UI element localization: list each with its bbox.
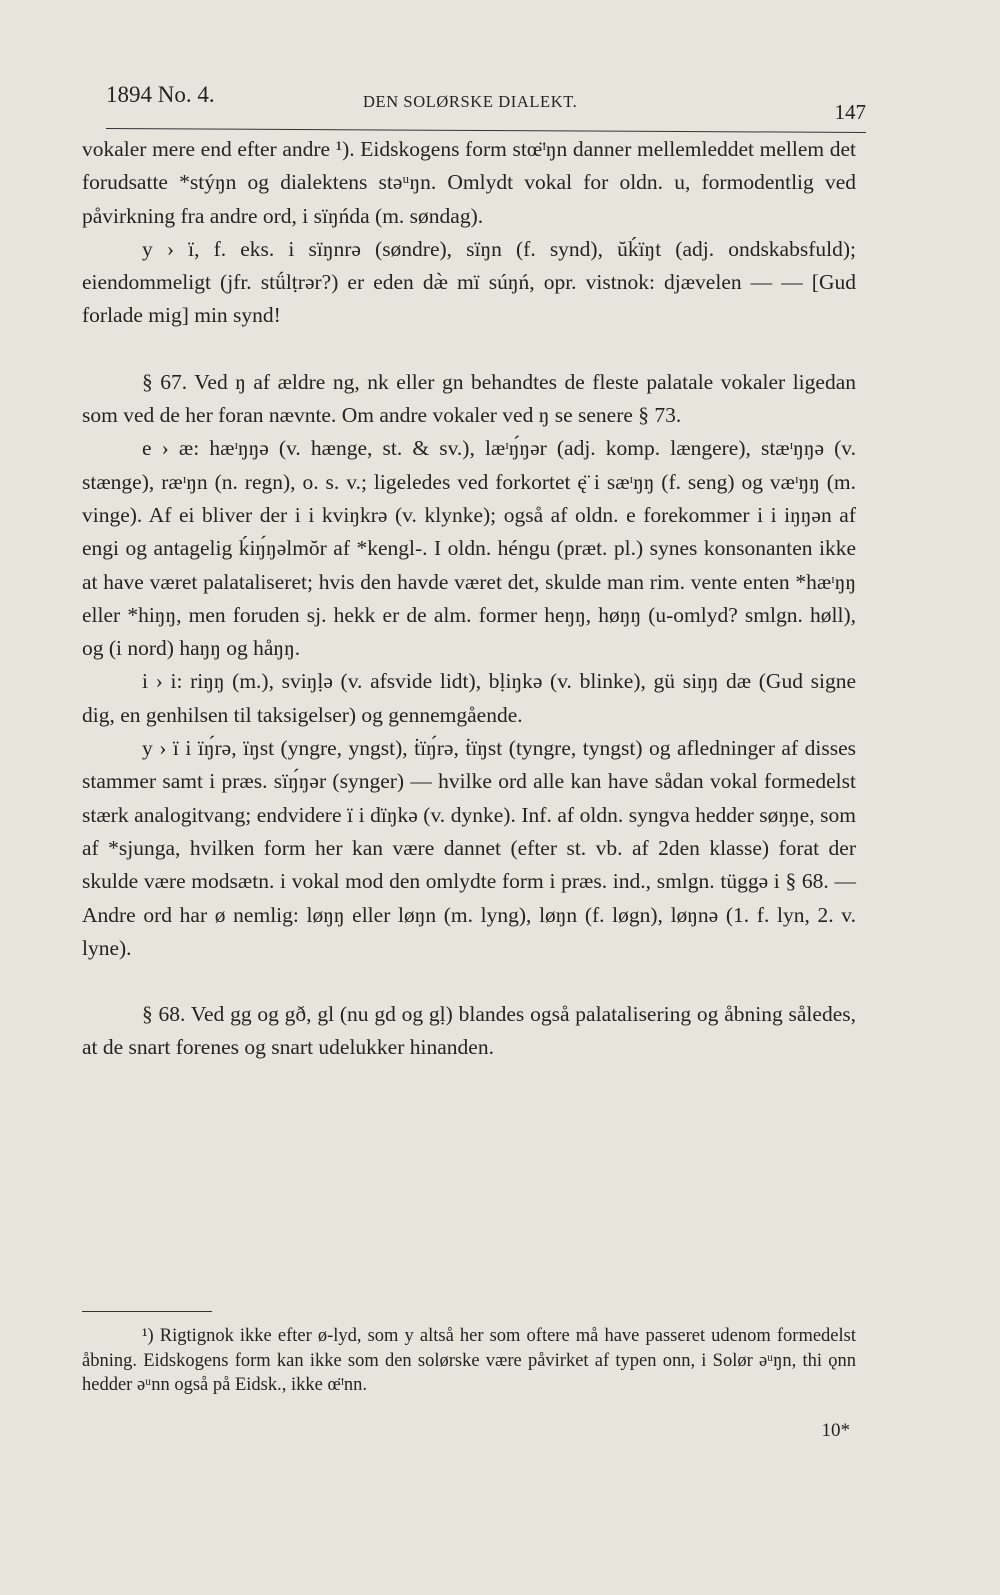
journal-volume: 1894 No. 4. [106, 82, 215, 107]
paragraph: vokaler mere end efter andre ¹). Eidskogens form stœ̈ᶦŋn danner mellemleddet mellem det forudsatte *stýŋn og dialektens stəᵘŋn. Omlydt vokal for oldn. u, formodentlig ved påvirkning fra andre ord, i sïŋńda (m. søndag). [82, 137, 856, 228]
footnote-rule [82, 1311, 212, 1312]
paragraph: i › i: riŋŋ (m.), sviŋḷə (v. afsvide lidt), bḷiŋkə (v. blinke), gü siŋŋ dæ (Gud signe dig, en genhilsen til taksigelser) og gennemgående. [82, 669, 856, 727]
paragraph: y › ï i ïŋ́rə, ïŋst (yngre, yngst), ṫïŋ́rə, ṫïŋst (tyngre, tyngst) og afledninger af disses stammer samt i præs. sïŋ́ŋər (synger) — hvilke ord alle kan have sådan vokal formedelst stærk analogitvang; endvidere ï i dïŋkə (v. dynke). Inf. af oldn. syngva hedder søŋŋe, som af *sjunga, hvilken form her kan være dannet (efter st. vb. af 2den klasse) forat der skulde være modsætn. i vokal mod den omlydte form i præs. ind., smlgn. tüggə i § 68. — Andre ord har ø nemlig: løŋŋ eller løŋn (m. lyng), løŋn (f. løgn), løŋnə (1. f. lyn, 2. v. lyne). [82, 736, 856, 960]
footnotes [82, 1324, 856, 1398]
paragraph: y › ï, f. eks. i sïŋnrə (søndre), sïŋn (f. synd), ŭḱïŋt (adj. ondskabsfuld); eiendommeligt (jfr. stǘlṭrər?) er eden dæ̀ mï súŋń, opr. vistnok: djævelen — — [Gud forlade mig] min synd! [82, 236, 856, 328]
paragraph: e › æ: hæᶦŋŋə (v. hænge, st. & sv.), læᶦŋ́ŋər (adj. komp. længere), stæᶦŋŋə (v. stænge), ræᶦŋn (n. regn), o. s. v.; ligeledes ved forkortet ę̈ i sæᶦŋŋ (f. seng) og væᶦŋŋ (m. vinge). Af ei bliver der i i kviŋkrə (v. klynke); også af oldn. e forekommer i i iŋŋən af engi og antagelig ḱiŋ́ŋəlmŏr af *kengl-. I oldn. héngu (præt. pl.) synes konsonanten ikke at have været palataliseret; hvis den havde været det, skulde man rim. vente enten *hæᶦŋŋ eller *hiŋŋ, men foruden sj. hekk er de alm. former heŋŋ, høŋŋ (u-omlyd? smlgn. høll), og (i nord) haŋŋ og håŋŋ. [82, 436, 856, 661]
section-paragraph: § 68. Ved gg og gð, gl (nu gd og gḷ) blandes også palatalisering og åbning således, at de snart forenes og snart udelukker hinanden. [82, 1002, 856, 1060]
page-number: 147 [834, 100, 866, 124]
running-header [106, 76, 866, 126]
running-title: DEN SOLØRSKE DIALEKT. [363, 92, 578, 111]
footnote: ¹) Rigtignok ikke efter ø-lyd, som y altså her som oftere må have passeret udenom formedelst åbning. Eidskogens form kan ikke som den solørske være påvirket af typen onn, i Solør əᵘŋn, thi ǫnn hedder əᵘnn også på Eidsk., ikke œ̈ᶦnn. [82, 1326, 856, 1395]
body-text [82, 133, 856, 1065]
signature-mark: 10* [821, 1420, 850, 1441]
section-paragraph: § 67. Ved ŋ af ældre ng, nk eller gn behandtes de fleste palatale vokaler ligedan som ved de her foran nævnte. Om andre vokaler ved ŋ se senere § 73. [82, 369, 856, 428]
